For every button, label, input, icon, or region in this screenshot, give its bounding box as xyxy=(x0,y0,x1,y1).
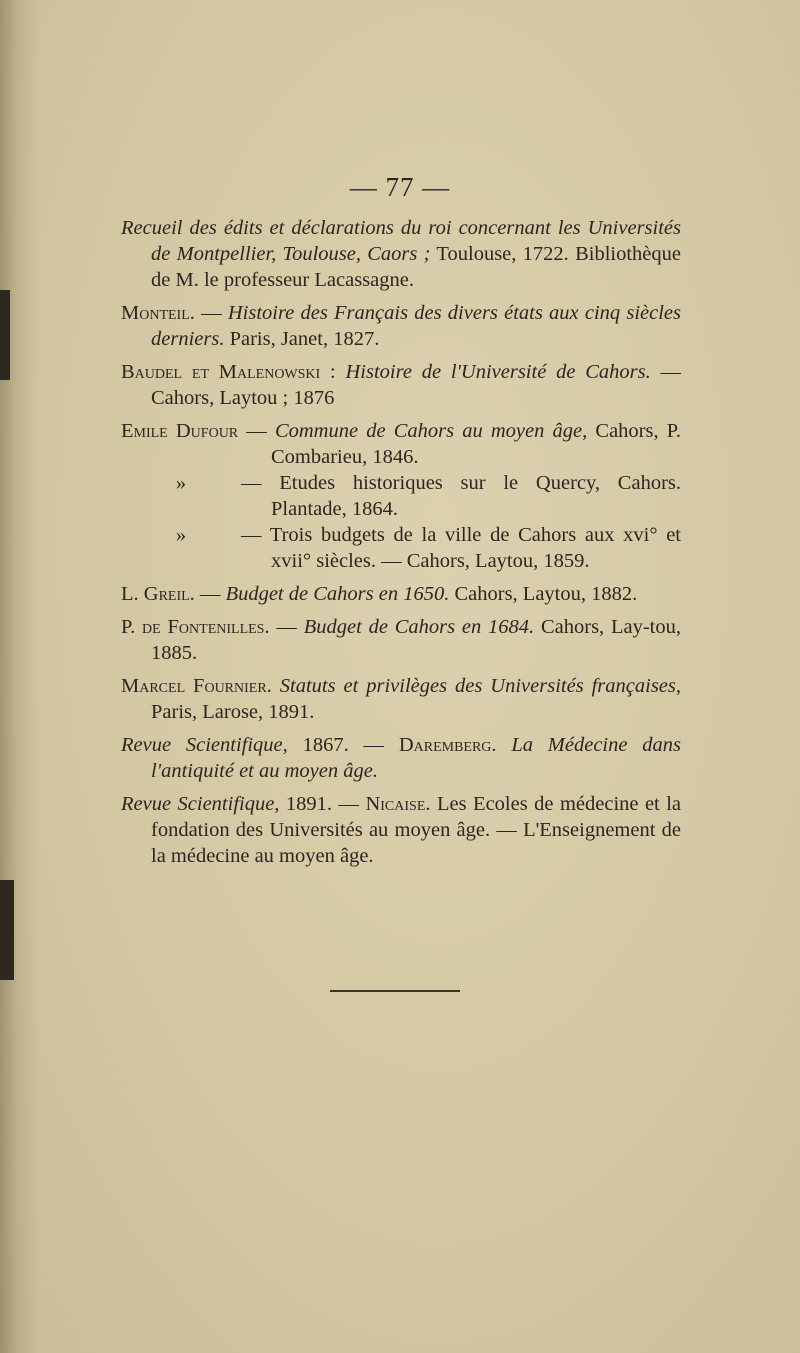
bibliography-entry xyxy=(121,614,681,666)
entry-details: Cahors, Laytou, 1882. xyxy=(449,583,638,605)
entry-separator: : xyxy=(320,361,346,383)
entry-author: P. de Fontenilles. xyxy=(121,616,270,638)
bibliography-entry xyxy=(121,359,681,411)
ditto-mark: » xyxy=(175,472,187,494)
end-rule xyxy=(330,990,460,992)
entry-details: 1867. — xyxy=(287,734,399,756)
entry-author: Marcel Fournier. xyxy=(121,675,272,697)
bibliography-entry xyxy=(121,300,681,352)
bibliography-entry xyxy=(121,522,681,574)
bibliography-entry xyxy=(121,732,681,784)
page-number: — 77 — xyxy=(349,172,451,202)
entry-title: Revue Scientifique, xyxy=(121,793,280,815)
entry-author: Daremberg. xyxy=(398,734,497,756)
entry-title: Histoire des Français des divers états aux cinq siècles derniers. xyxy=(151,302,682,350)
entry-details: Cahors, Lay-tou, 1885. xyxy=(151,616,681,664)
entry-title: Recueil des édits et déclarations du roi concernant les Universités de Montpellier, Toulouse, Caors ; xyxy=(121,217,681,265)
entry-title: Budget de Cahors en 1684. xyxy=(303,616,535,638)
entry-separator: — xyxy=(238,420,275,442)
entry-title: Revue Scientifique, xyxy=(121,734,288,756)
binding-shadow xyxy=(0,880,14,980)
entry-title: Statuts et privilèges des Universités françaises, xyxy=(279,675,682,697)
bibliography-entry xyxy=(121,581,681,607)
entry-author: L. Greil. xyxy=(121,583,195,605)
bibliography-entry xyxy=(121,791,681,869)
entry-separator: — xyxy=(269,616,304,638)
entry-author: Baudel et Malenowski xyxy=(121,361,321,383)
entry-details: Cahors, P. Combarieu, 1846. xyxy=(271,420,681,468)
entry-details: — Cahors, Laytou ; 1876 xyxy=(151,361,681,409)
entry-title: Commune de Cahors au moyen âge, xyxy=(274,420,588,442)
entry-details: Paris, Larose, 1891. xyxy=(151,701,315,723)
entry-author: Nicaise. xyxy=(365,793,431,815)
entry-author: Monteil. xyxy=(121,302,195,324)
entry-title: Histoire de l'Université de Cahors. xyxy=(345,361,651,383)
bibliography-entry xyxy=(121,215,681,293)
entry-details: Paris, Janet, 1827. xyxy=(224,328,380,350)
entry-author: Emile Dufour xyxy=(121,420,239,442)
entry-details: — Etudes historiques sur le Quercy, Cahors. Plantade, 1864. xyxy=(241,472,681,520)
entry-details: — Trois budgets de la ville de Cahors aux xvi° et xvii° siècles. — Cahors, Laytou, 1859. xyxy=(241,524,681,572)
entry-separator xyxy=(272,675,280,697)
entry-title: Budget de Cahors en 1650. xyxy=(225,583,450,605)
entry-title: La Médecine dans l'antiquité et au moyen âge. xyxy=(151,734,682,782)
entry-details: Toulouse, 1722. Bibliothèque de M. le professeur Lacassagne. xyxy=(151,243,681,291)
bibliography-list xyxy=(121,215,681,876)
entry-separator: — xyxy=(194,583,226,605)
binding-shadow xyxy=(0,290,10,380)
entry-separator: — xyxy=(194,302,228,324)
bibliography-entry xyxy=(121,418,681,470)
bibliography-entry xyxy=(121,673,681,725)
entry-details: Les Ecoles de médecine et la fondation des Universités au moyen âge. — L'Enseignement de la médecine au moyen âge. xyxy=(151,793,682,867)
ditto-mark: » xyxy=(175,524,187,546)
bibliography-entry xyxy=(121,470,681,522)
entry-details: 1891. — xyxy=(279,793,366,815)
